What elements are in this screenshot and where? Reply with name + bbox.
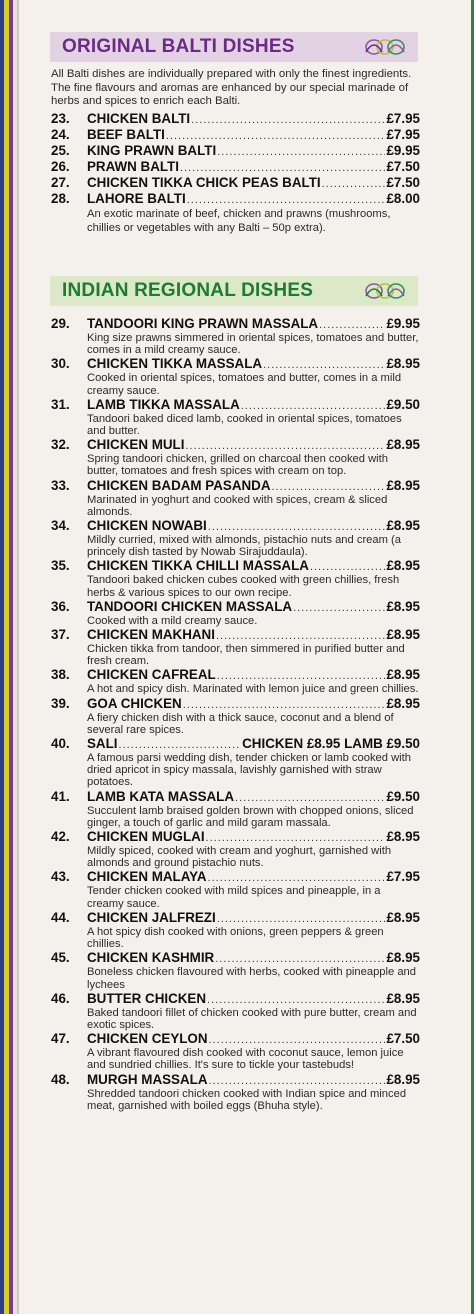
item-description: King size prawns simmered in oriental spices, tomatoes and butter, comes in a mild creamy sauce. [87, 332, 419, 357]
menu-item-30 [51, 356, 420, 396]
menu-item-47 [51, 1031, 420, 1071]
item-name: CHICKEN NOWABI [87, 518, 207, 534]
item-description: An exotic marinate of beef, chicken and prawns (mushrooms, chillies or vegetables with any Balti – 50p extra). [87, 208, 391, 234]
item-name: MURGH MASSALA [87, 1071, 208, 1087]
item-description: Shredded tandoori chicken cooked with Indian spice and minced meat, garnished with boiled eggs (Bhuha style). [87, 1087, 407, 1112]
item-description: A hot and spicy dish. Marinated with lemon juice and green chillies. [87, 683, 419, 696]
dot-leader [272, 479, 386, 495]
menu-item-29 [51, 316, 420, 356]
item-name: CHICKEN KASHMIR [87, 950, 215, 966]
item-description: Mildly spiced, cooked with cream and yoghurt, garnished with almonds and ground pistachio nuts. [87, 845, 392, 870]
item-number: 25. [51, 143, 70, 158]
item-price: £8.95 [386, 627, 420, 643]
item-description: A hot spicy dish cooked with onions, green peppers & green chillies. [87, 925, 384, 951]
item-price: £9.95 [386, 143, 420, 158]
item-price: £8.95 [386, 518, 420, 534]
item-description: Tandoori baked chicken cubes cooked with green chillies, fresh herbs & various spices to our own recipe. [87, 574, 400, 599]
dot-leader [166, 128, 386, 144]
item-description: Cooked with a mild creamy sauce. [87, 614, 258, 627]
item-description: Succulent lamb braised golden brown with chopped onions, sliced ginger, a touch of garlic and mild garam massala. [87, 804, 414, 829]
item-price: £8.95 [386, 558, 420, 574]
item-name: CHICKEN JALFREZI [87, 909, 216, 925]
menu-item-26 [51, 159, 420, 175]
item-description: Marinated in yoghurt and cooked with spices, cream & sliced almonds. [87, 493, 388, 518]
dot-leader [241, 398, 386, 414]
item-description: Boneless chicken flavoured with herbs, cooked with pineapple and lychees [87, 966, 416, 991]
dot-leader [217, 144, 385, 160]
item-price: £7.50 [386, 1031, 420, 1047]
item-number: 29. [51, 316, 70, 331]
dot-leader [208, 519, 386, 535]
item-number: 27. [51, 175, 70, 190]
item-description: Spring tandoori chicken, grilled on charcoal then cooked with butter, tomatoes and fresh spices with cream on top. [87, 453, 388, 478]
item-number: 28. [51, 191, 70, 206]
item-number: 38. [51, 667, 70, 683]
menu-item-46 [51, 991, 420, 1031]
balti-section-banner [50, 32, 418, 62]
menu-item-37 [51, 627, 420, 667]
menu-item-25 [51, 143, 420, 159]
dot-leader [119, 737, 242, 753]
item-price: £7.50 [386, 175, 420, 190]
item-name: LAMB KATA MASSALA [87, 788, 235, 804]
item-name: CHICKEN MUGLAI [87, 829, 205, 845]
item-name: CHICKEN CEYLON [87, 1031, 208, 1047]
item-name: CHICKEN MULI [87, 437, 185, 453]
item-description: Baked tandoori fillet of chicken cooked with pure butter, cream and exotic spices. [87, 1006, 417, 1031]
menu-item-39 [51, 696, 420, 736]
item-number: 48. [51, 1071, 70, 1087]
item-price: £8.95 [386, 356, 420, 372]
item-number: 46. [51, 990, 70, 1006]
dot-leader [310, 559, 386, 575]
item-price: £8.00 [386, 191, 420, 206]
item-number: 33. [51, 477, 70, 493]
item-name: CHICKEN TIKKA MASSALA [87, 356, 263, 372]
item-price: £8.95 [386, 829, 420, 845]
item-number: 24. [51, 127, 70, 142]
item-name: CHICKEN BADAM PASANDA [87, 477, 271, 493]
dot-leader [209, 1073, 386, 1089]
dot-leader [187, 192, 386, 208]
dot-leader [293, 600, 385, 616]
edge-stripe-grey [17, 0, 19, 1314]
item-number: 35. [51, 558, 70, 574]
item-name: TANDOORI KING PRAWN MASSALA [87, 316, 319, 331]
dot-leader [180, 160, 385, 176]
item-price: £8.95 [386, 437, 420, 453]
menu-item-43 [51, 869, 420, 909]
balti-section-title: ORIGINAL BALTI DISHES [62, 36, 295, 57]
menu-item-24 [51, 127, 420, 143]
dot-leader [185, 438, 385, 454]
item-name: CHICKEN CAFREAL [87, 667, 216, 683]
menu-item-31 [51, 397, 420, 437]
menu-item-41 [51, 789, 420, 829]
menu-item-44 [51, 910, 420, 950]
item-number: 31. [51, 396, 70, 412]
item-number: 44. [51, 909, 70, 925]
item-name: LAMB TIKKA MASSALA [87, 396, 240, 412]
menu-item-48 [51, 1072, 420, 1112]
dot-leader [207, 992, 385, 1008]
balti-intro-text: All Balti dishes are individually prepared with only the finest ingredients. The fine flavours and aromas are enhanced by our special marinade of herbs and spices to enrich each Balti. [51, 68, 412, 108]
item-number: 37. [51, 627, 70, 643]
item-price: £8.95 [386, 667, 420, 683]
item-price: £7.95 [386, 127, 420, 142]
item-price: £8.95 [386, 598, 420, 614]
dot-leader [235, 790, 385, 806]
item-name: SALI [87, 736, 118, 752]
item-price: £9.50 [386, 396, 420, 412]
regional-dish-list [51, 316, 420, 1112]
dot-leader [217, 911, 386, 927]
item-description: Mildly curried, mixed with almonds, pistachio nuts and cream (a princely dish tasted by Nowab Sirajuddaula). [87, 534, 401, 559]
dot-leader [208, 870, 386, 886]
dot-leader [319, 317, 385, 333]
item-name: KING PRAWN BALTI [87, 143, 217, 158]
item-name: LAHORE BALTI [87, 191, 186, 206]
item-description: Cooked in oriental spices, tomatoes and butter, comes in a mild creamy sauce. [87, 372, 402, 397]
item-price: £7.95 [386, 111, 420, 126]
menu-item-40 [51, 736, 420, 789]
menu-item-27 [51, 175, 420, 191]
swirl-ornament-icon [362, 36, 408, 58]
item-price: £7.50 [386, 159, 420, 174]
item-price: CHICKEN £8.95 LAMB £9.50 [242, 736, 420, 752]
dot-leader [209, 1032, 386, 1048]
item-number: 45. [51, 950, 70, 966]
menu-item-32 [51, 437, 420, 477]
dot-leader [263, 357, 385, 373]
item-number: 23. [51, 111, 70, 126]
item-description: Chicken tikka from tandoor, then simmered in purified butter and fresh cream. [87, 643, 405, 668]
menu-item-23 [51, 111, 420, 127]
swirl-ornament-icon [362, 280, 408, 302]
item-price: £8.95 [386, 909, 420, 925]
regional-section-banner [50, 276, 418, 306]
item-number: 26. [51, 159, 70, 174]
dot-leader [191, 112, 385, 128]
item-description: A famous parsi wedding dish, tender chicken or lamb cooked with dried apricot in spicy massala, lavishly garnished with straw potatoes. [87, 752, 411, 789]
item-price: £9.50 [386, 788, 420, 804]
item-number: 42. [51, 829, 70, 845]
item-price: £7.95 [386, 869, 420, 885]
item-name: CHICKEN MALAYA [87, 869, 207, 885]
item-description: A fiery chicken dish with a thick sauce, coconut and a blend of several rare spices. [87, 711, 394, 736]
item-number: 36. [51, 598, 70, 614]
item-number: 39. [51, 695, 70, 711]
item-name: PRAWN BALTI [87, 159, 179, 174]
item-name: BUTTER CHICKEN [87, 990, 207, 1006]
item-name: BEEF BALTI [87, 127, 165, 142]
item-name: CHICKEN TIKKA CHILLI MASSALA [87, 558, 309, 574]
item-number: 47. [51, 1031, 70, 1047]
dot-leader [322, 176, 386, 192]
item-price: £8.95 [386, 477, 420, 493]
item-price: £9.95 [386, 316, 420, 331]
item-description: Tandoori baked diced lamb, cooked in oriental spices, tomatoes and butter. [87, 412, 402, 438]
balti-dish-list [51, 111, 420, 235]
item-name: CHICKEN BALTI [87, 111, 191, 126]
item-name: CHICKEN MAKHANI [87, 627, 215, 643]
dot-leader [217, 668, 386, 684]
menu-item-36 [51, 599, 420, 627]
item-description: Tender chicken cooked with mild spices and pineapple, in a creamy sauce. [87, 885, 381, 910]
dot-leader [206, 830, 386, 846]
item-name: TANDOORI CHICKEN MASSALA [87, 598, 293, 614]
menu-item-34 [51, 518, 420, 558]
item-number: 41. [51, 788, 70, 804]
item-price: £8.95 [386, 1071, 420, 1087]
item-number: 34. [51, 518, 70, 534]
item-number: 32. [51, 437, 70, 453]
menu-item-38 [51, 667, 420, 695]
item-price: £8.95 [386, 695, 420, 711]
menu-item-28 [51, 191, 420, 235]
item-number: 30. [51, 356, 70, 372]
dot-leader [183, 697, 386, 713]
dot-leader [215, 951, 385, 967]
dot-leader [216, 628, 386, 644]
menu-item-35 [51, 558, 420, 598]
item-number: 40. [51, 736, 70, 752]
item-description: A vibrant flavoured dish cooked with coconut sauce, lemon juice and sundried chillies. It's sure to tickle your tastebuds! [87, 1047, 404, 1072]
item-price: £8.95 [386, 990, 420, 1006]
item-number: 43. [51, 869, 70, 885]
item-price: £8.95 [386, 950, 420, 966]
menu-item-42 [51, 829, 420, 869]
item-name: CHICKEN TIKKA CHICK PEAS BALTI [87, 175, 321, 190]
menu-item-45 [51, 950, 420, 990]
item-name: GOA CHICKEN [87, 695, 182, 711]
menu-item-33 [51, 478, 420, 518]
regional-section-title: INDIAN REGIONAL DISHES [62, 280, 314, 301]
